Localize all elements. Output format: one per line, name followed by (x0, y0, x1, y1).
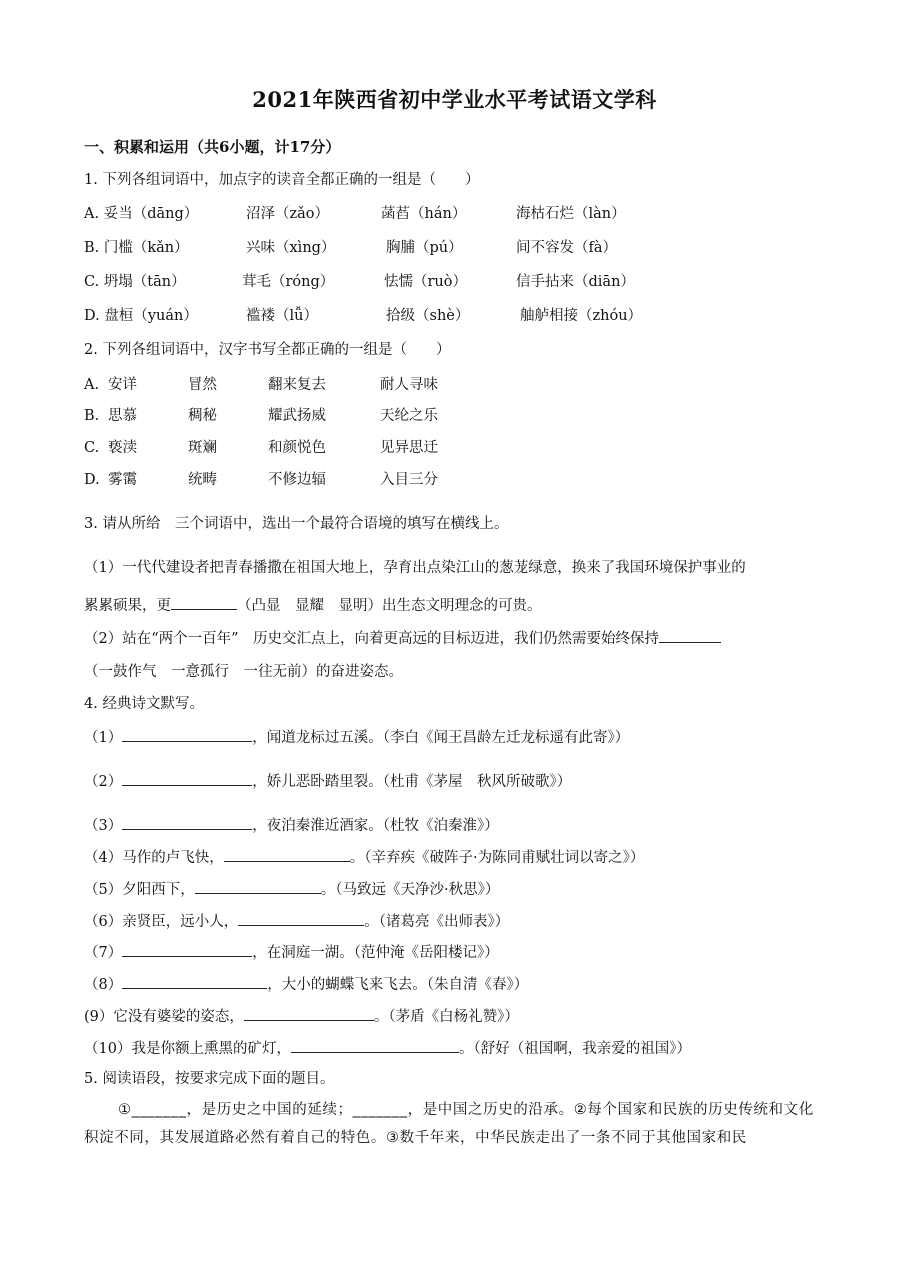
option-d-word-1: 雾霭 (108, 472, 137, 488)
question-3-part-1-line-2 (84, 594, 542, 616)
question-2-stem: 2. 下列各组词语中，汉字书写全都正确的一组是（ ） (84, 342, 451, 358)
recitation-item (84, 846, 644, 868)
suffix: 。（辛弃疾《破阵子·为陈同甫赋壮词以寄之》） (349, 850, 645, 866)
question-3-part-2-line-1 (84, 627, 721, 649)
option-b-word-1: 思慕 (108, 408, 137, 424)
option-a-label[interactable]: A. (84, 377, 100, 393)
option-c-3: 怯懦（ruò） (384, 274, 467, 290)
reading-passage: ①_______，是历史之中国的延续；_______，是中国之历史的沿承。②每个国家和民族的历史传统和文化积淀不同，其发展道路必然有着自己的特色。③数千年来，中华民族走出了一条不同于其他国家和民 (84, 1102, 814, 1146)
answer-blank[interactable] (171, 594, 237, 610)
prefix: （1） (84, 730, 123, 746)
option-d-word-2: 统畴 (188, 472, 217, 488)
option-d-word-4: 入目三分 (380, 472, 438, 488)
answer-blank[interactable] (122, 770, 252, 786)
prefix: （3） (84, 818, 123, 834)
suffix: 。（舒好（祖国啊，我亲爱的祖国》） (458, 1041, 691, 1057)
option-b-word-2: 稠秘 (188, 408, 217, 424)
option-b-3: 胸脯（pú） (386, 240, 463, 256)
question-3-part-1-line-1: （1）一代代建设者把青春播撒在祖国大地上，孕育出点染江山的葱茏绿意，换来了我国环境保护事业的 (84, 560, 746, 576)
suffix: ，在洞庭一湖。（范仲淹《岳阳楼记》） (252, 945, 499, 961)
option-a-word-3: 翻来复去 (268, 377, 326, 393)
suffix: ，娇儿恶卧踏里裂。（杜甫《茅屋 秋风所破歌》） (252, 774, 572, 790)
recitation-item (84, 770, 571, 792)
page-title: 2021年陕西省初中学业水平考试语文学科 (252, 87, 657, 112)
recitation-item (84, 941, 499, 963)
question-1-stem: 1. 下列各组词语中，加点字的读音全都正确的一组是（ ） (84, 172, 480, 188)
option-a-word-1: 安详 (108, 377, 137, 393)
answer-blank[interactable] (659, 627, 721, 643)
question-5-stem: 5. 阅读语段，按要求完成下面的题目。 (84, 1071, 335, 1087)
option-c-word-4: 见异思迁 (380, 440, 438, 456)
option-d-1[interactable]: D. 盘桓（yuán） (84, 308, 198, 324)
option-d-word-3: 不修边辐 (268, 472, 326, 488)
suffix: ，闻道龙标过五溪。（李白《闻王昌龄左迁龙标遥有此寄》） (252, 730, 630, 746)
prefix: (9）它没有婆娑的姿态， (84, 1009, 244, 1025)
option-c-2: 茸毛（róng） (242, 274, 335, 290)
suffix: 。（马致远《天净沙·秋思》） (320, 882, 500, 898)
suffix: ，夜泊秦淮近酒家。（杜牧《泊秦淮》） (252, 818, 499, 834)
option-b-1[interactable]: B. 门槛（kǎn） (84, 240, 189, 256)
option-c-word-3: 和颜悦色 (268, 440, 326, 456)
recitation-item (84, 878, 499, 900)
option-a-4: 海枯石烂（làn） (516, 206, 626, 222)
answer-blank[interactable] (122, 726, 252, 742)
prefix: （8） (84, 977, 123, 993)
option-c-1[interactable]: C. 坍塌（tān） (84, 274, 186, 290)
option-d-4: 舳舻相接（zhóu） (520, 308, 643, 324)
recitation-item (84, 814, 499, 836)
option-d-2: 褴褛（lǚ） (246, 308, 318, 324)
answer-blank[interactable] (244, 1005, 374, 1021)
suffix: ，大小的蝴蝶飞来飞去。（朱自清《春》） (267, 977, 529, 993)
recitation-item (84, 1005, 519, 1027)
prefix: （2） (84, 774, 123, 790)
prefix: （4）马作的卢飞快， (84, 850, 224, 866)
option-c-label[interactable]: C. (84, 440, 100, 456)
prefix: （6）亲贤臣，远小人， (84, 914, 239, 930)
option-b-word-4: 天纶之乐 (380, 408, 438, 424)
option-a-2: 沼泽（zǎo） (246, 206, 330, 222)
text: （凸显 显耀 显明）出生态文明理念的可贵。 (237, 598, 542, 614)
option-b-4: 间不容发（fà） (516, 240, 618, 256)
question-3-stem: 3. 请从所给 三个词语中，选出一个最符合语境的填写在横线上。 (84, 516, 509, 532)
section-heading: 一、积累和运用（共6小题，计17分） (84, 138, 341, 156)
option-c-4: 信手拈来（diān） (516, 274, 635, 290)
prefix: （5）夕阳西下， (84, 882, 195, 898)
answer-blank[interactable] (122, 814, 252, 830)
option-b-2: 兴味（xìng） (246, 240, 336, 256)
answer-blank[interactable] (238, 910, 364, 926)
recitation-item (84, 910, 509, 932)
question-4-stem: 4. 经典诗文默写。 (84, 696, 204, 712)
text: 累累硕果，更 (84, 598, 171, 614)
option-a-word-2: 冒然 (188, 377, 217, 393)
option-a-word-4: 耐人寻味 (380, 377, 438, 393)
question-3-part-2-line-2: （一鼓作气 一意孤行 一往无前）的奋进姿态。 (84, 664, 403, 680)
answer-blank[interactable] (122, 973, 267, 989)
answer-blank[interactable] (122, 941, 252, 957)
recitation-item (84, 973, 528, 995)
recitation-item (84, 726, 629, 748)
suffix: 。（茅盾《白杨礼赞》） (373, 1009, 519, 1025)
prefix: （7） (84, 945, 123, 961)
text: （2）站在“两个一百年” 历史交汇点上，向着更高远的目标迈进，我们仍然需要始终保持 (84, 631, 660, 647)
answer-blank[interactable] (291, 1037, 459, 1053)
option-b-label[interactable]: B. (84, 408, 100, 424)
prefix: （10）我是你额上熏黑的矿灯， (84, 1041, 291, 1057)
option-a-3: 菡萏（hán） (381, 206, 467, 222)
recitation-item (84, 1037, 691, 1059)
option-b-word-3: 耀武扬威 (268, 408, 326, 424)
option-d-label[interactable]: D. (84, 472, 100, 488)
answer-blank[interactable] (195, 878, 321, 894)
suffix: 。（诸葛亮《出师表》） (364, 914, 510, 930)
answer-blank[interactable] (224, 846, 350, 862)
option-a-1[interactable]: A. 妥当（dāng） (84, 206, 199, 222)
option-d-3: 拾级（shè） (386, 308, 470, 324)
option-c-word-2: 斑斓 (188, 440, 217, 456)
option-c-word-1: 亵渎 (108, 440, 137, 456)
